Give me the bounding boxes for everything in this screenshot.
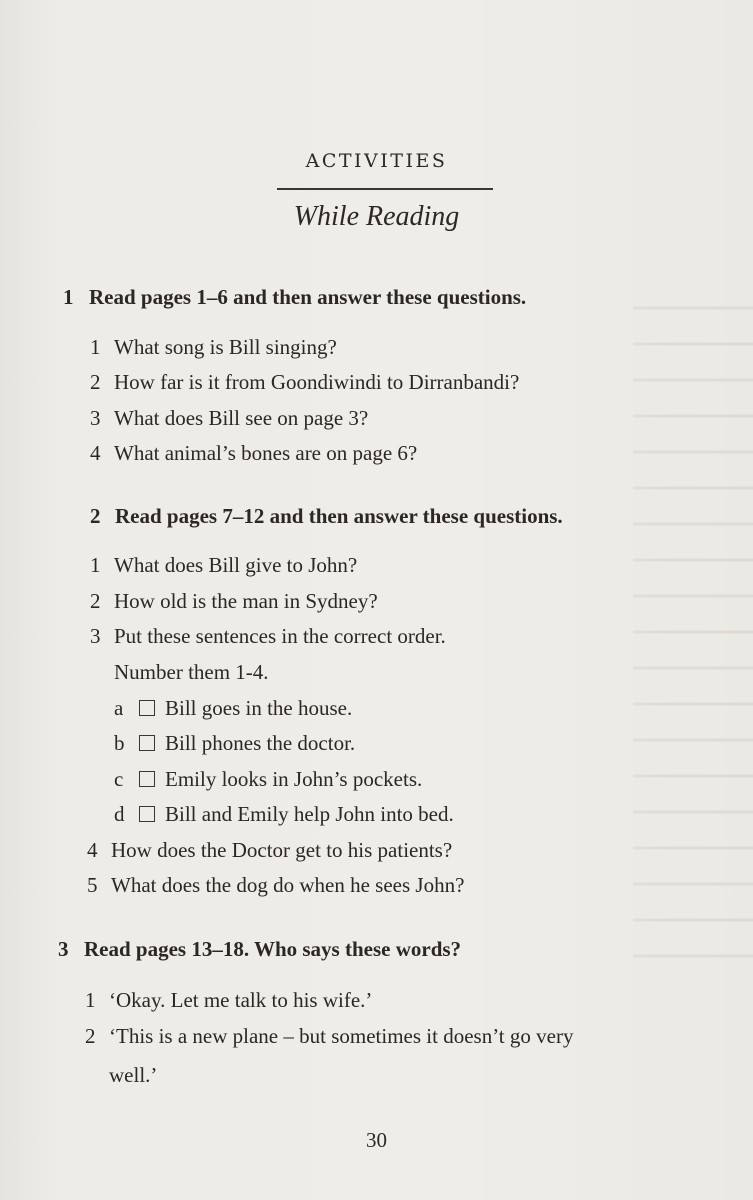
- order-checkbox[interactable]: [139, 700, 155, 716]
- question-item: 5 What does the dog do when he sees John?: [87, 873, 465, 897]
- question-item: 4 What animal’s bones are on page 6?: [90, 441, 418, 465]
- order-checkbox[interactable]: [139, 771, 155, 787]
- question-item: 3 Put these sentences in the correct order.: [90, 624, 446, 648]
- question-item: 2 How far is it from Goondiwindi to Dirranbandi?: [90, 370, 520, 394]
- question-item: 1 What does Bill give to John?: [90, 553, 358, 577]
- question-item: 2 How old is the man in Sydney?: [90, 589, 378, 613]
- order-option: a Bill goes in the house.: [114, 696, 353, 720]
- question-continuation: Number them 1-4.: [114, 660, 269, 684]
- section-heading: 2 Read pages 7–12 and then answer these questions.: [90, 504, 563, 528]
- question-item: 3 What does Bill see on page 3?: [90, 406, 369, 430]
- page-subtitle: While Reading: [293, 201, 460, 232]
- section-title: ACTIVITIES: [305, 150, 448, 172]
- question-continuation: well.’: [109, 1063, 158, 1087]
- order-option: c Emily looks in John’s pockets.: [114, 767, 423, 791]
- order-checkbox[interactable]: [139, 806, 155, 822]
- show-through-text: [633, 280, 753, 980]
- section-heading: 1 Read pages 1–6 and then answer these questions.: [63, 285, 527, 309]
- question-item: 1 What song is Bill singing?: [90, 335, 337, 359]
- order-option: d Bill and Emily help John into bed.: [114, 802, 454, 826]
- question-item: 2 ‘This is a new plane – but sometimes it doesn’t go very: [85, 1024, 574, 1048]
- order-option: b Bill phones the doctor.: [114, 731, 356, 755]
- title-divider: [277, 188, 493, 190]
- question-item: 1 ‘Okay. Let me talk to his wife.’: [85, 988, 373, 1012]
- page-number: 30: [366, 1128, 387, 1152]
- question-item: 4 How does the Doctor get to his patients?: [87, 838, 453, 862]
- order-checkbox[interactable]: [139, 735, 155, 751]
- section-heading: 3 Read pages 13–18. Who says these words?: [58, 937, 462, 961]
